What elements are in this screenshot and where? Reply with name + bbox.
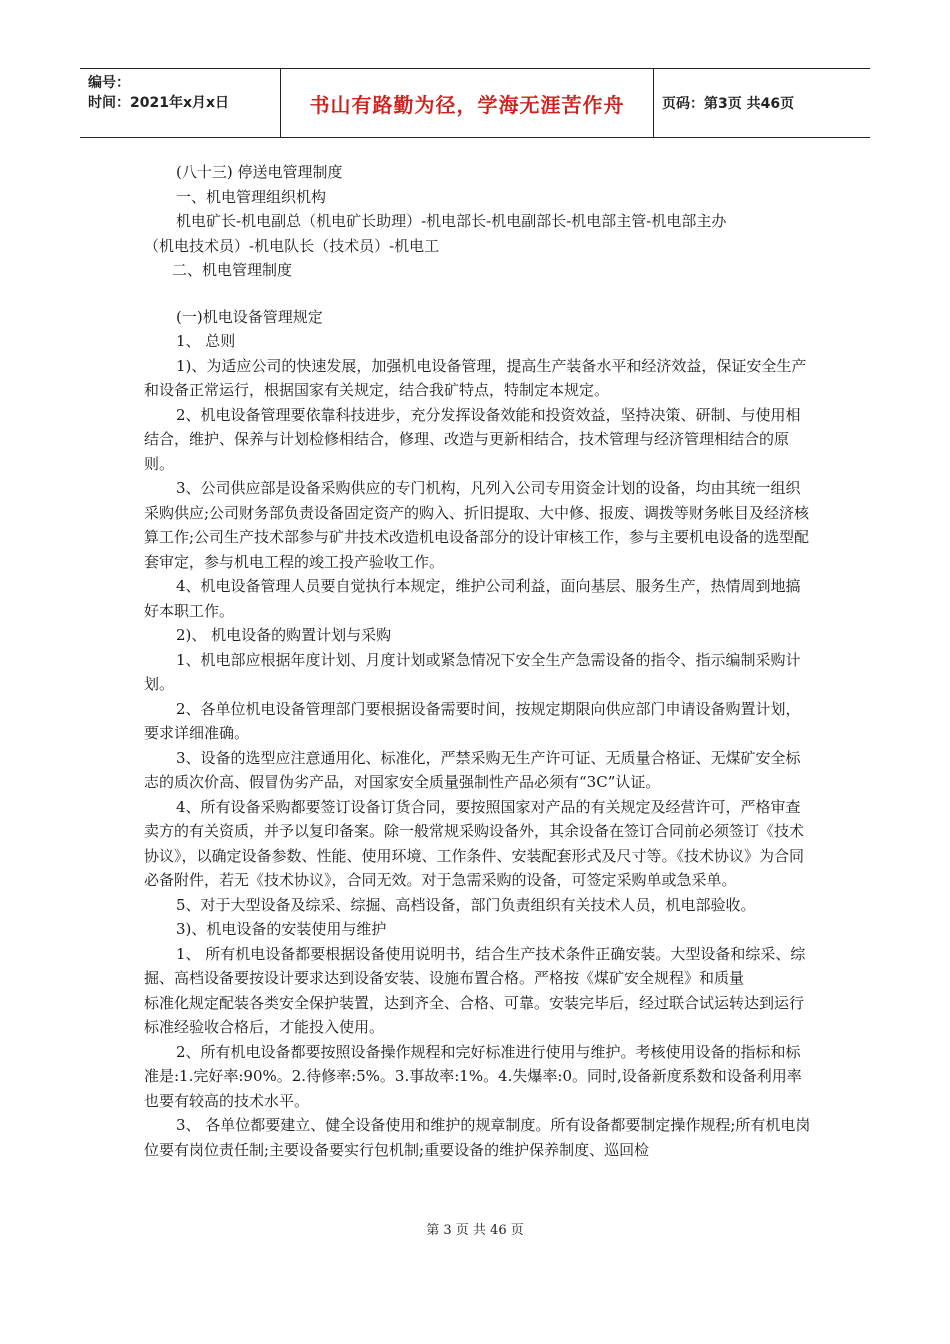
paragraph: 4、所有设备采购都要签订设备订货合同，要按照国家对产品的有关规定及经营许可，严格审查卖方的有关资质，并予以复印备案。除一般常规采购设备外，其余设备在签订合同前必须签订《技术协议》，以确定设备参数、性能、使用环境、工作条件、安装配套形式及尺寸等。《技术协议》为合同必备附件，若无《技术协议》，合同无效。对于急需采购的设备，可签定采购单或急采单。 xyxy=(144,797,805,889)
page-info-text: 页码：第3页 共46页 xyxy=(662,96,795,112)
paragraph: 3、公司供应部是设备采购供应的专门机构，凡列入公司专用资金计划的设备，均由其统一组织采购供应;公司财务部负责设备固定资产的购入、折旧提取、大中修、报废、调拨等财务帐目及经济核算工作;公司生产技术部参与矿井技术改造机电设备部分的设计审核工作，参与主要机电设备的选型配套审定，参与机电工程的竣工投产验收工作。 xyxy=(144,479,810,571)
paragraph: （机电技术员）-机电队长（技术员）-机电工 xyxy=(144,236,440,255)
item-heading: 2)、 机电设备的购置计划与采购 xyxy=(176,626,392,644)
paragraph: 3、 各单位都要建立、健全设备使用和维护的规章制度。所有设备都要制定操作规程;所有机电岗位要有岗位责任制;主要设备要实行包机制;重要设备的维护保养制度、巡回检 xyxy=(144,1116,811,1159)
number-label: 编号： xyxy=(88,75,130,91)
document-header xyxy=(80,68,870,138)
item-heading: 3)、机电设备的安装使用与维护 xyxy=(176,920,387,938)
paragraph: 2、各单位机电设备管理部门要根据设备需要时间，按规定期限向供应部门申请设备购置计划，要求详细准确。 xyxy=(144,699,801,742)
header-meta xyxy=(80,69,280,137)
paragraph: 2、所有机电设备都要按照设备操作规程和完好标准进行使用与维护。考核使用设备的指标和标准是:1.完好率:90%。2.待修率:5%。3.事故率:1%。4.失爆率:0。同时,设备新度系数和设备利用率也要有较高的技术水平。 xyxy=(144,1042,802,1110)
doc-title: (八十三) 停送电管理制度 xyxy=(176,163,343,181)
page-footer xyxy=(0,1219,950,1238)
subsection-heading: (一)机电设备管理规定 xyxy=(176,307,323,326)
paragraph: 4、机电设备管理人员要自觉执行本规定，维护公司利益，面向基层、服务生产，热情周到地搞好本职工作。 xyxy=(144,577,801,620)
paragraph: 机电矿长-机电副总（机电矿长助理）-机电部长-机电副部长-机电部主管-机电部主办 xyxy=(176,212,727,230)
paragraph: 标准化规定配装各类安全保护装置，达到齐全、合格、可靠。安装完毕后，经过联合试运转达到运行标准经验收合格后，才能投入使用。 xyxy=(144,993,805,1036)
paragraph: 5、对于大型设备及综采、综掘、高档设备，部门负责组织有关技术人员，机电部验收。 xyxy=(176,895,756,914)
section-heading: 一、机电管理组织机构 xyxy=(176,187,327,206)
time-label: 时间：2021年x月x日 xyxy=(88,95,230,111)
document-body xyxy=(144,160,814,1162)
paragraph: 1、机电部应根据年度计划、月度计划或紧急情况下安全生产急需设备的指令、指示编制采购计划。 xyxy=(144,650,801,693)
item-heading: 1、 总则 xyxy=(176,332,236,350)
paragraph: 2、机电设备管理要依靠科技进步，充分发挥设备效能和投资效益，坚持决策、研制、与使用相结合，维护、保养与计划检修相结合，修理、改造与更新相结合，技术管理与经济管理相结合的原则。 xyxy=(144,405,801,473)
footer-page-number: 第 3 页 共 46 页 xyxy=(426,1223,524,1238)
paragraph: 1、 所有机电设备都要根据设备使用说明书，结合生产技术条件正确安装。大型设备和综采、综掘、高档设备要按设计要求达到设备安装、设施布置合格。严格按《煤矿安全规程》和质量 xyxy=(144,944,806,987)
header-page-info xyxy=(654,69,870,137)
section-heading: 二、机电管理制度 xyxy=(172,261,293,279)
spacer xyxy=(144,283,814,305)
header-motto-cell xyxy=(280,69,654,137)
paragraph: 1)、为适应公司的快速发展，加强机电设备管理，提高生产装备水平和经济效益，保证安全生产和设备正常运行，根据国家有关规定，结合我矿特点，特制定本规定。 xyxy=(144,356,807,399)
motto-text: 书山有路勤为径，学海无涯苦作舟 xyxy=(309,92,625,117)
paragraph: 3、设备的选型应注意通用化、标准化，严禁采购无生产许可证、无质量合格证、无煤矿安全标志的质次价高、假冒伪劣产品，对国家安全质量强制性产品必须有“3C”认证。 xyxy=(144,748,801,791)
